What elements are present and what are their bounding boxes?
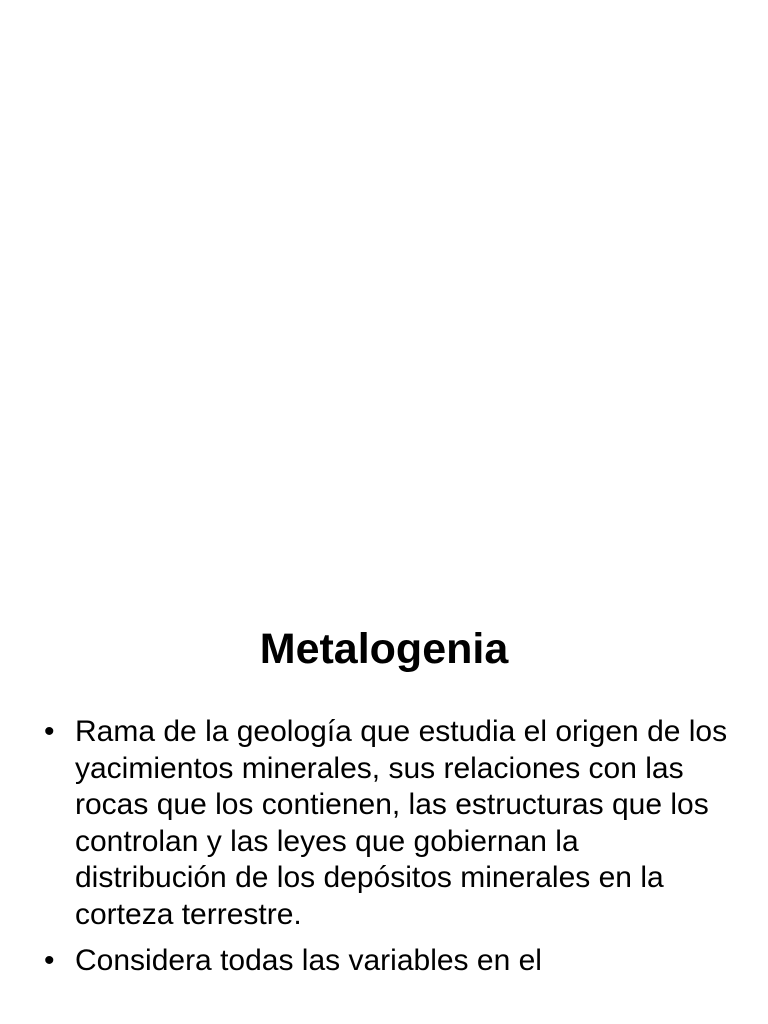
slide-title: Metalogenia <box>259 625 509 673</box>
bullet-text: Considera todas las variables en el <box>75 944 542 977</box>
bullet-item <box>0 714 768 933</box>
bullet-text: Rama de la geología que estudia el origen de los yacimientos minerales, sus relaciones con las rocas que los contienen, las estructuras que los controlan y las leyes que gobiernan la distribución de los depósitos minerales en la corteza terrestre. <box>75 715 728 931</box>
bullet-item <box>0 943 768 980</box>
bullet-icon: • <box>44 715 55 748</box>
bullet-icon: • <box>44 944 55 977</box>
bullet-list <box>0 714 768 990</box>
